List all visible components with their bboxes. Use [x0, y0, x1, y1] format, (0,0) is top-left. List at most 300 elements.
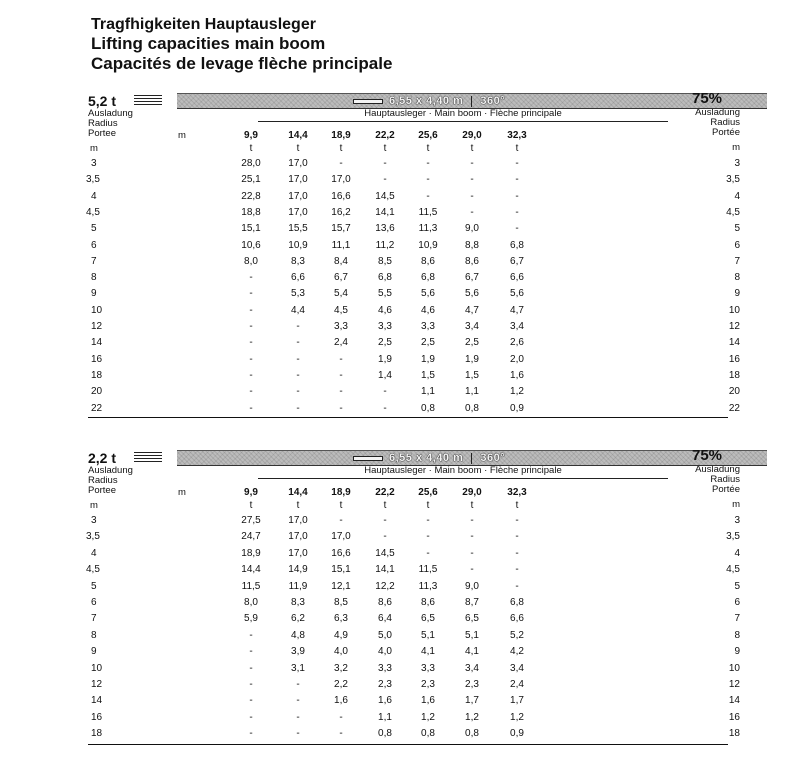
capacity-cell: -	[515, 190, 519, 202]
radius-value-right: 14	[728, 337, 740, 349]
capacity-cell: 13,6	[375, 223, 395, 235]
capacity-cell: 3,3	[334, 321, 348, 332]
capacity-cell: 6,7	[510, 255, 524, 267]
boom-length-header: 32,3	[507, 130, 527, 141]
boom-length-header: 29,0	[462, 487, 482, 498]
capacity-cell: -	[296, 369, 300, 381]
capacity-cell: 11,1	[331, 239, 351, 251]
boom-length-unit: m	[178, 487, 186, 498]
radius-label-line: Portee	[88, 128, 116, 139]
capacity-cell: -	[515, 158, 519, 169]
capacity-cell: -	[426, 190, 430, 202]
radius-value-right: 20	[728, 386, 740, 398]
radius-value-left: 18	[91, 728, 103, 740]
stability-percent: 75%	[692, 90, 723, 107]
radius-value-left: 4,5	[86, 206, 100, 218]
capacity-cell: -	[426, 174, 430, 186]
capacity-cell: -	[515, 174, 519, 186]
radius-label-line: Ausladung	[695, 107, 740, 118]
capacity-cell: -	[470, 206, 474, 218]
radius-value-left: 3,5	[86, 531, 100, 543]
capacity-cell: 25,1	[241, 174, 261, 186]
capacity-cell: 5,9	[244, 613, 258, 625]
capacity-cell: -	[249, 321, 253, 332]
radius-label-left	[88, 109, 133, 154]
capacity-cell: 0,9	[510, 402, 524, 414]
capacity-cell: 14,1	[375, 206, 395, 218]
radius-value-right: 12	[728, 321, 740, 332]
document-titles	[91, 16, 392, 74]
capacity-cell: -	[249, 711, 253, 723]
boom-length-header: 9,9	[244, 487, 258, 498]
outrigger-config: 6,55 x 4,40 m	[389, 95, 464, 107]
capacity-cell: -	[249, 679, 253, 690]
outrigger-banner	[177, 450, 767, 466]
capacity-cell: 6,6	[291, 272, 305, 284]
capacity-cell: 15,5	[288, 223, 308, 235]
capacity-cell: 3,1	[291, 662, 305, 674]
capacity-cell: 17,0	[288, 174, 308, 186]
capacity-cell: 4,4	[291, 304, 305, 316]
radius-value-left: 6	[91, 597, 97, 608]
capacity-cell: 4,0	[378, 646, 392, 658]
capacity-cell: -	[426, 515, 430, 526]
radius-value-right: 4,5	[726, 564, 740, 576]
capacity-cell: 8,4	[334, 255, 348, 267]
capacity-cell: -	[470, 515, 474, 526]
radius-label-line: Portee	[88, 485, 116, 496]
capacity-cell: -	[515, 531, 519, 543]
capacity-cell: 3,3	[378, 662, 392, 674]
radius-label-line: Radius	[710, 117, 740, 128]
capacity-cell: 5,6	[421, 288, 435, 300]
capacity-unit: t	[249, 143, 253, 154]
radius-label-line: Portée	[712, 484, 740, 495]
radius-value-left: 3	[91, 515, 97, 526]
capacity-unit: t	[383, 500, 387, 511]
capacity-cell: -	[249, 662, 253, 674]
radius-value-left: 8	[91, 629, 97, 641]
capacity-cell: 4,2	[510, 646, 524, 658]
capacity-unit: t	[383, 143, 387, 154]
capacity-cell: 5,3	[291, 288, 305, 300]
capacity-cell: 6,6	[510, 272, 524, 284]
radius-value-right: 3,5	[726, 174, 740, 186]
radius-value-right: 9	[734, 646, 740, 658]
capacity-cell: 8,6	[421, 255, 435, 267]
radius-unit-right: m	[732, 142, 740, 153]
capacity-cell: 1,9	[421, 353, 435, 365]
counterweight-label: 5,2 t	[88, 93, 117, 109]
radius-value-right: 18	[728, 369, 740, 381]
capacity-cell: 5,1	[421, 629, 435, 641]
capacity-cell: 11,5	[241, 580, 261, 592]
capacity-cell: 2,3	[378, 679, 392, 690]
capacity-cell: 9,0	[465, 580, 479, 592]
capacity-unit: t	[515, 143, 519, 154]
radius-value-right: 16	[728, 353, 740, 365]
capacity-cell: 8,5	[334, 597, 348, 608]
capacity-cell: 11,3	[418, 580, 438, 592]
capacity-cell: 3,4	[510, 662, 524, 674]
radius-value-left: 10	[91, 304, 103, 316]
counterweight-label: 2,2 t	[88, 450, 117, 466]
capacity-unit: t	[470, 500, 474, 511]
capacity-cell: -	[296, 386, 300, 398]
capacity-cell: 14,5	[375, 547, 395, 559]
boom-length-header: 18,9	[331, 487, 351, 498]
radius-value-right: 5	[734, 223, 740, 235]
capacity-cell: 6,8	[510, 597, 524, 608]
radius-value-left: 3	[91, 158, 97, 169]
capacity-cell: 2,3	[465, 679, 479, 690]
capacity-cell: 3,4	[465, 321, 479, 332]
radius-value-left: 22	[91, 402, 103, 414]
capacity-cell: 10,6	[241, 239, 261, 251]
capacity-cell: -	[470, 190, 474, 202]
counterweight-icon	[134, 95, 162, 106]
radius-label-right	[695, 465, 740, 510]
capacity-cell: 6,7	[334, 272, 348, 284]
capacity-cell: 3,4	[465, 662, 479, 674]
boom-length-unit: m	[178, 130, 186, 141]
boom-length-header: 14,4	[288, 130, 308, 141]
capacity-cell: 5,5	[378, 288, 392, 300]
capacity-cell: 1,2	[465, 711, 479, 723]
radius-value-left: 9	[91, 646, 97, 658]
radius-value-right: 4,5	[726, 206, 740, 218]
capacity-cell: -	[470, 531, 474, 543]
radius-unit-left: m	[90, 500, 98, 511]
capacity-cell: 6,3	[334, 613, 348, 625]
capacity-cell: -	[296, 337, 300, 349]
capacity-cell: 24,7	[241, 531, 261, 543]
radius-label-right	[695, 108, 740, 153]
radius-value-right: 3	[734, 515, 740, 526]
capacity-cell: 17,0	[288, 515, 308, 526]
capacity-cell: 1,5	[421, 369, 435, 381]
capacity-cell: -	[470, 547, 474, 559]
capacity-unit: t	[426, 500, 430, 511]
capacity-cell: 1,5	[465, 369, 479, 381]
capacity-cell: 14,4	[241, 564, 261, 576]
capacity-cell: 4,6	[378, 304, 392, 316]
capacity-unit: t	[470, 143, 474, 154]
capacity-cell: 6,8	[510, 239, 524, 251]
capacity-unit: t	[296, 500, 300, 511]
capacity-cell: 5,2	[510, 629, 524, 641]
capacity-cell: 6,6	[510, 613, 524, 625]
radius-value-left: 16	[91, 711, 103, 723]
radius-value-left: 5	[91, 223, 97, 235]
capacity-cell: 1,2	[510, 386, 524, 398]
radius-unit-left: m	[90, 143, 98, 154]
capacity-cell: -	[426, 547, 430, 559]
capacity-cell: 2,0	[510, 353, 524, 365]
radius-label-line: Radius	[88, 118, 118, 129]
capacity-cell: 17,0	[331, 174, 351, 186]
capacity-cell: -	[339, 402, 343, 414]
capacity-cell: 4,1	[421, 646, 435, 658]
capacity-cell: 1,2	[421, 711, 435, 723]
capacity-cell: -	[383, 402, 387, 414]
capacity-cell: 8,0	[244, 597, 258, 608]
radius-value-left: 10	[91, 662, 103, 674]
capacity-cell: 6,2	[291, 613, 305, 625]
capacity-cell: -	[515, 206, 519, 218]
capacity-cell: 4,6	[421, 304, 435, 316]
capacity-cell: -	[339, 369, 343, 381]
capacity-cell: 3,4	[510, 321, 524, 332]
capacity-cell: 8,3	[291, 597, 305, 608]
radius-value-left: 8	[91, 272, 97, 284]
capacity-cell: 2,3	[421, 679, 435, 690]
radius-label-line: Radius	[710, 474, 740, 485]
capacity-cell: 1,7	[465, 695, 479, 707]
capacity-cell: 4,1	[465, 646, 479, 658]
capacity-cell: -	[383, 386, 387, 398]
capacity-cell: 4,8	[291, 629, 305, 641]
radius-value-right: 6	[734, 597, 740, 608]
radius-value-right: 12	[728, 679, 740, 690]
capacity-cell: 6,7	[465, 272, 479, 284]
capacity-cell: -	[339, 711, 343, 723]
capacity-cell: -	[249, 629, 253, 641]
outrigger-config: 6,55 x 4,40 m	[389, 452, 464, 464]
slew-angle: 360°	[480, 95, 506, 107]
capacity-cell: 11,3	[418, 223, 438, 235]
capacity-cell: 22,8	[241, 190, 261, 202]
capacity-cell: 16,6	[331, 547, 351, 559]
radius-value-left: 7	[91, 255, 97, 267]
capacity-cell: 0,8	[465, 728, 479, 740]
capacity-cell: -	[515, 580, 519, 592]
capacity-cell: 11,5	[418, 206, 438, 218]
radius-label-line: Ausladung	[88, 465, 133, 476]
capacity-cell: -	[249, 386, 253, 398]
table-bottom-rule	[88, 744, 728, 745]
capacity-unit: t	[339, 143, 343, 154]
radius-value-left: 6	[91, 239, 97, 251]
boom-length-header: 22,2	[375, 487, 395, 498]
capacity-cell: 17,0	[331, 531, 351, 543]
capacity-cell: -	[470, 564, 474, 576]
capacity-cell: 9,0	[465, 223, 479, 235]
capacity-cell: -	[249, 272, 253, 284]
capacity-cell: -	[296, 711, 300, 723]
capacity-cell: 16,6	[331, 190, 351, 202]
capacity-cell: 1,9	[465, 353, 479, 365]
radius-value-left: 3,5	[86, 174, 100, 186]
banner-separator	[471, 453, 472, 464]
capacity-cell: -	[249, 695, 253, 707]
capacity-unit: t	[339, 500, 343, 511]
boom-header: Hauptausleger · Main boom · Flèche principale	[258, 465, 668, 479]
capacity-cell: 12,1	[331, 580, 351, 592]
capacity-cell: -	[383, 158, 387, 169]
capacity-cell: 4,7	[510, 304, 524, 316]
capacity-cell: -	[339, 515, 343, 526]
capacity-cell: -	[249, 304, 253, 316]
capacity-cell: 1,1	[465, 386, 479, 398]
boom-icon	[353, 454, 381, 462]
capacity-cell: 1,4	[378, 369, 392, 381]
capacity-cell: 15,7	[331, 223, 351, 235]
radius-value-right: 8	[734, 272, 740, 284]
radius-value-left: 14	[91, 695, 103, 707]
capacity-cell: 1,6	[334, 695, 348, 707]
capacity-cell: 5,0	[378, 629, 392, 641]
radius-value-left: 4	[91, 547, 97, 559]
capacity-cell: 1,6	[421, 695, 435, 707]
capacity-cell: -	[296, 679, 300, 690]
radius-value-left: 12	[91, 679, 103, 690]
capacity-cell: 2,5	[421, 337, 435, 349]
radius-value-right: 4	[734, 190, 740, 202]
capacity-cell: 8,6	[421, 597, 435, 608]
capacity-cell: 17,0	[288, 547, 308, 559]
capacity-unit: t	[515, 500, 519, 511]
title-french: Capacités de levage flèche principale	[91, 54, 393, 73]
capacity-cell: 11,2	[375, 239, 395, 251]
capacity-cell: 3,3	[378, 321, 392, 332]
capacity-cell: 6,8	[378, 272, 392, 284]
capacity-cell: 1,6	[378, 695, 392, 707]
capacity-cell: -	[383, 531, 387, 543]
capacity-cell: 10,9	[418, 239, 438, 251]
capacity-cell: 17,0	[288, 206, 308, 218]
radius-value-right: 3	[734, 158, 740, 169]
capacity-cell: -	[515, 223, 519, 235]
capacity-cell: 1,2	[510, 711, 524, 723]
capacity-cell: 1,1	[378, 711, 392, 723]
capacity-cell: -	[515, 515, 519, 526]
radius-value-right: 18	[728, 728, 740, 740]
counterweight-icon	[134, 452, 162, 463]
capacity-cell: 0,8	[378, 728, 392, 740]
boom-length-header: 22,2	[375, 130, 395, 141]
capacity-cell: 16,2	[331, 206, 351, 218]
capacity-cell: 5,6	[510, 288, 524, 300]
radius-label-line: Ausladung	[88, 108, 133, 119]
radius-value-left: 7	[91, 613, 97, 625]
boom-icon	[353, 97, 381, 105]
capacity-cell: 2,2	[334, 679, 348, 690]
capacity-cell: -	[249, 402, 253, 414]
capacity-cell: 4,9	[334, 629, 348, 641]
capacity-cell: 3,3	[421, 662, 435, 674]
capacity-cell: -	[296, 321, 300, 332]
stability-percent: 75%	[692, 447, 723, 464]
radius-value-right: 10	[728, 662, 740, 674]
capacity-cell: 17,0	[288, 158, 308, 169]
capacity-cell: -	[249, 728, 253, 740]
capacity-cell: 2,4	[510, 679, 524, 690]
radius-value-right: 4	[734, 547, 740, 559]
capacity-cell: 1,6	[510, 369, 524, 381]
capacity-cell: 2,5	[378, 337, 392, 349]
capacity-cell: 0,8	[465, 402, 479, 414]
capacity-cell: 17,0	[288, 190, 308, 202]
capacity-cell: 6,8	[421, 272, 435, 284]
capacity-cell: -	[470, 174, 474, 186]
header-rule	[177, 108, 767, 109]
capacity-cell: 8,7	[465, 597, 479, 608]
capacity-cell: 28,0	[241, 158, 261, 169]
capacity-cell: 14,9	[288, 564, 308, 576]
radius-value-left: 14	[91, 337, 103, 349]
capacity-cell: 15,1	[241, 223, 261, 235]
capacity-cell: 17,0	[288, 531, 308, 543]
radius-value-right: 9	[734, 288, 740, 300]
capacity-cell: -	[249, 353, 253, 365]
capacity-cell: -	[339, 158, 343, 169]
radius-value-right: 3,5	[726, 531, 740, 543]
radius-label-line: Radius	[88, 475, 118, 486]
capacity-cell: -	[339, 386, 343, 398]
radius-unit-right: m	[732, 499, 740, 510]
radius-value-right: 6	[734, 239, 740, 251]
capacity-cell: 1,9	[378, 353, 392, 365]
capacity-cell: 27,5	[241, 515, 261, 526]
capacity-unit: t	[426, 143, 430, 154]
capacity-cell: 2,4	[334, 337, 348, 349]
radius-value-left: 5	[91, 580, 97, 592]
radius-value-right: 8	[734, 629, 740, 641]
capacity-cell: -	[296, 728, 300, 740]
capacity-cell: 0,8	[421, 728, 435, 740]
capacity-cell: 11,9	[288, 580, 308, 592]
capacity-unit: t	[296, 143, 300, 154]
capacity-cell: 5,4	[334, 288, 348, 300]
capacity-cell: -	[249, 646, 253, 658]
radius-value-left: 20	[91, 386, 103, 398]
capacity-cell: 5,1	[465, 629, 479, 641]
radius-value-right: 7	[734, 255, 740, 267]
capacity-cell: 14,1	[375, 564, 395, 576]
radius-value-right: 10	[728, 304, 740, 316]
radius-value-right: 5	[734, 580, 740, 592]
boom-length-header: 18,9	[331, 130, 351, 141]
capacity-cell: 15,1	[331, 564, 351, 576]
capacity-cell: -	[515, 564, 519, 576]
boom-length-header: 9,9	[244, 130, 258, 141]
boom-length-header: 25,6	[418, 487, 438, 498]
boom-length-header: 29,0	[462, 130, 482, 141]
capacity-cell: -	[426, 531, 430, 543]
boom-length-header: 14,4	[288, 487, 308, 498]
title-english: Lifting capacities main boom	[91, 34, 326, 53]
boom-length-header: 32,3	[507, 487, 527, 498]
radius-value-left: 4	[91, 190, 97, 202]
capacity-cell: 6,5	[421, 613, 435, 625]
capacity-cell: -	[296, 695, 300, 707]
radius-value-left: 9	[91, 288, 97, 300]
capacity-cell: -	[470, 158, 474, 169]
capacity-unit: t	[249, 500, 253, 511]
capacity-cell: 1,7	[510, 695, 524, 707]
capacity-cell: 8,0	[244, 255, 258, 267]
capacity-cell: 0,9	[510, 728, 524, 740]
radius-value-right: 22	[728, 402, 740, 414]
capacity-cell: -	[296, 402, 300, 414]
header-rule	[177, 465, 767, 466]
title-german: Tragfhigkeiten Hauptausleger	[91, 16, 316, 33]
capacity-cell: 4,7	[465, 304, 479, 316]
capacity-cell: -	[515, 547, 519, 559]
radius-value-right: 14	[728, 695, 740, 707]
capacity-cell: 8,5	[378, 255, 392, 267]
